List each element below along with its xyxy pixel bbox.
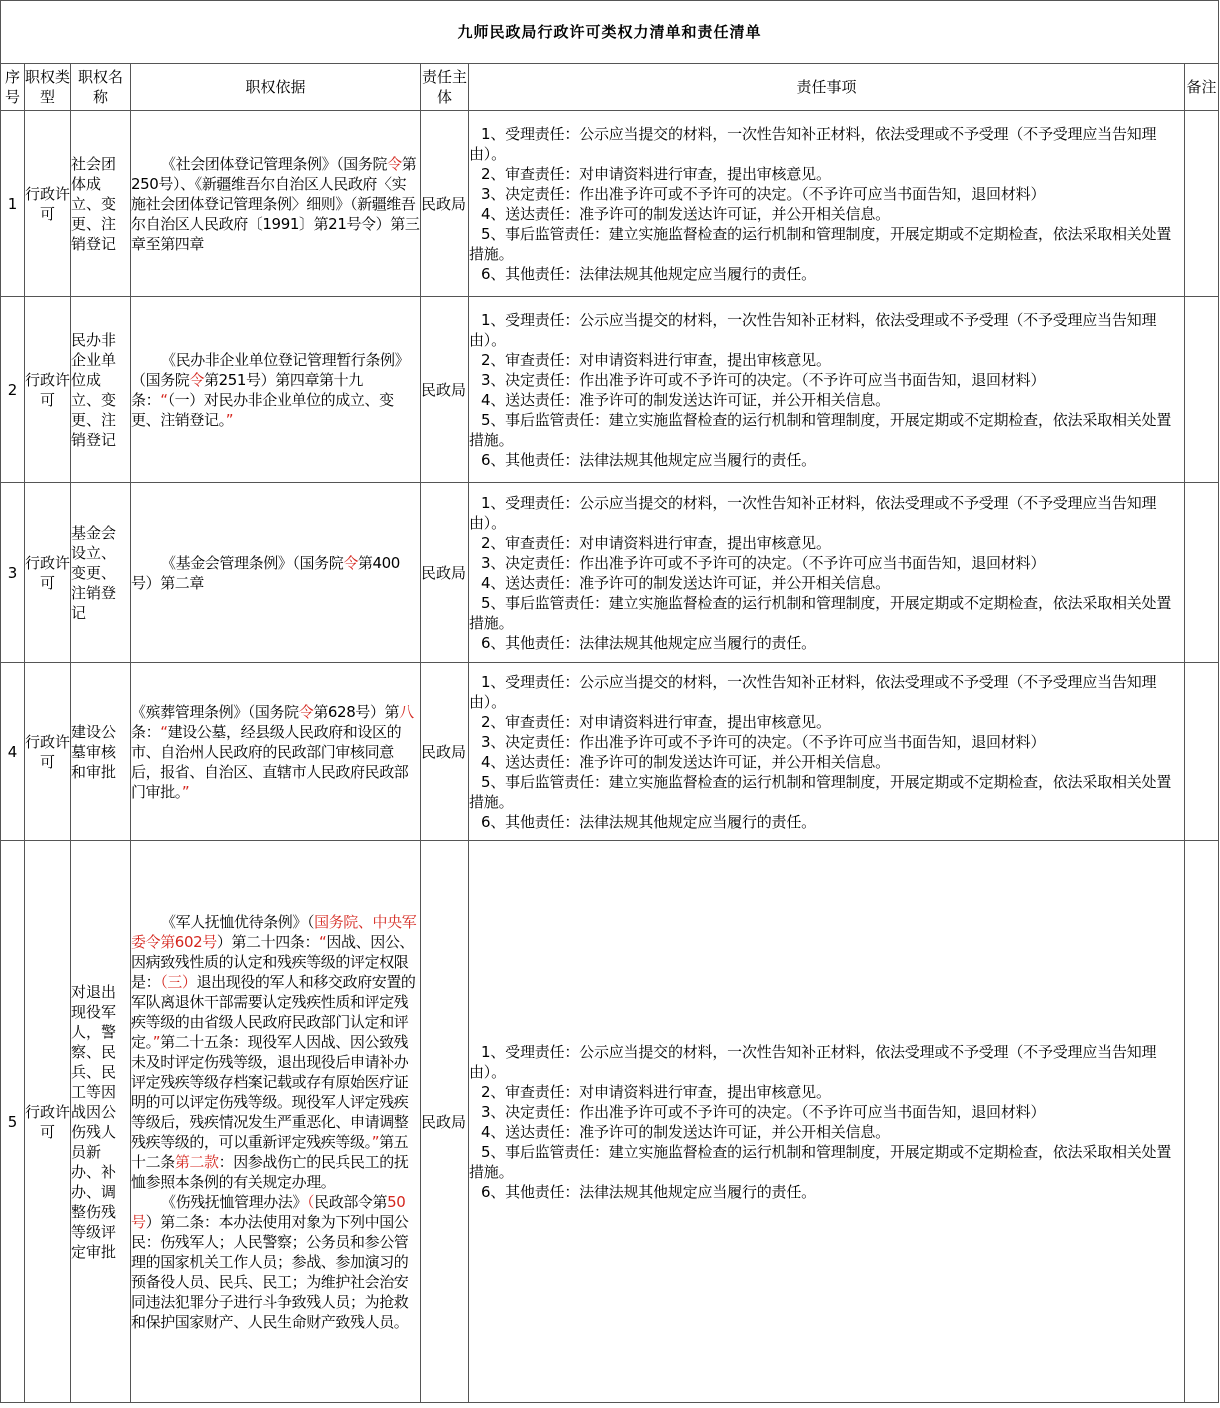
row-remarks (1185, 483, 1219, 663)
basis-text: （一）对民办非企业单位的成立、变更、注销登记。 (131, 390, 394, 429)
duty-text: 6、其他责任：法律法规其他规定应当履行的责任。 (481, 812, 816, 831)
duty-item (469, 1082, 1184, 1102)
row-type: 行政许可 (25, 841, 71, 1403)
basis-text: 第250号）、《新疆维吾尔自治区人民政府〈实施社会团体登记管理条例〉细则》（新疆维吾尔自治区人民政府〔1991〕第21号令）第三章至第四章 (131, 154, 420, 253)
duty-item (469, 633, 1184, 653)
duty-item (469, 390, 1184, 410)
header-name: 职权名称 (71, 64, 131, 111)
basis-text: 民政部令第 (314, 1192, 388, 1211)
row-basis (131, 663, 421, 841)
header-row (1, 64, 1219, 111)
basis-text: 令 (298, 702, 314, 721)
duty-item (469, 533, 1184, 553)
basis-paragraph (131, 553, 420, 593)
row-duties (469, 841, 1185, 1403)
duty-text: 5、事后监管责任：建立实施监督检查的运行机制和管理制度，开展定期或不定期检查，依法采取相关处置措施。 (469, 1142, 1172, 1181)
duty-text: 5、事后监管责任：建立实施监督检查的运行机制和管理制度，开展定期或不定期检查，依法采取相关处置措施。 (469, 772, 1172, 811)
table-row (1, 111, 1219, 297)
duty-text: 4、送达责任：准予许可的制发送达许可证，并公开相关信息。 (481, 752, 890, 771)
duty-text: 2、审查责任：对申请资料进行审查，提出审核意见。 (481, 533, 831, 552)
row-subject: 民政局 (421, 841, 469, 1403)
basis-text: 第二十五条：现役军人因战、因公致残未及时评定伤残等级，退出现役后申请补办评定残疾等级存档案记载或存有原始医疗证明的可以评定伤残等级。现役军人评定残疾等级后，残疾情况发生严重恶化、申请调整残疾等级的，可以重新评定残疾等级。 (131, 1032, 409, 1151)
duty-item (469, 573, 1184, 593)
duty-text: 3、决定责任：作出准予许可或不予许可的决定。（不予许可应当书面告知，退回材料） (481, 184, 1046, 203)
duty-item (469, 593, 1184, 633)
title-row (1, 1, 1219, 64)
duty-item (469, 1142, 1184, 1182)
duty-item (469, 410, 1184, 450)
duty-item (469, 1102, 1184, 1122)
basis-text: ）第二十四条： (216, 932, 320, 951)
basis-text: 退出现役的军人和移交政府安置的军队离退休干部需要认定残疾性质和评定残疾等级的由省级人民政府民政部门认定和评定。 (131, 972, 416, 1051)
duty-item (469, 370, 1184, 390)
duty-item (469, 672, 1184, 712)
basis-text: 八 (399, 702, 414, 721)
duty-item (469, 350, 1184, 370)
duty-item (469, 1122, 1184, 1142)
duty-text: 6、其他责任：法律法规其他规定应当履行的责任。 (481, 450, 816, 469)
duty-item (469, 224, 1184, 264)
duty-text: 4、送达责任：准予许可的制发送达许可证，并公开相关信息。 (481, 573, 890, 592)
duty-text: 1、受理责任：公示应当提交的材料，一次性告知补正材料，依法受理或不予受理（不予受理应当告知理由）。 (469, 672, 1157, 711)
row-seq: 3 (1, 483, 25, 663)
duty-item (469, 752, 1184, 772)
header-duties: 责任事项 (469, 64, 1185, 111)
table-row (1, 297, 1219, 483)
duty-text: 3、决定责任：作出准予许可或不予许可的决定。（不予许可应当书面告知，退回材料） (481, 370, 1046, 389)
duty-item (469, 264, 1184, 284)
duty-item (469, 553, 1184, 573)
duty-text: 1、受理责任：公示应当提交的材料，一次性告知补正材料，依法受理或不予受理（不予受理应当告知理由）。 (469, 493, 1157, 532)
header-seq: 序号 (1, 64, 25, 111)
duty-text: 1、受理责任：公示应当提交的材料，一次性告知补正材料，依法受理或不予受理（不予受理应当告知理由）。 (469, 310, 1157, 349)
basis-text: “ (319, 932, 327, 951)
header-remarks: 备注 (1185, 64, 1219, 111)
row-name: 民办非企业单位成立、变更、注销登记 (71, 297, 131, 483)
basis-text: 令 (189, 370, 205, 389)
duty-item (469, 772, 1184, 812)
row-basis (131, 111, 421, 297)
basis-text: 《军人抚恤优待条例》（ (161, 912, 315, 931)
row-name: 建设公墓审核和审批 (71, 663, 131, 841)
row-subject: 民政局 (421, 111, 469, 297)
duty-item (469, 164, 1184, 184)
row-subject: 民政局 (421, 663, 469, 841)
basis-text: 第二款 (174, 1152, 219, 1171)
header-basis: 职权依据 (131, 64, 421, 111)
duty-item (469, 204, 1184, 224)
basis-text: 建设公墓，经县级人民政府和设区的市、自治州人民政府的民政部门审核同意后，报省、自治区、直辖市人民政府民政部门审批。 (131, 722, 409, 801)
row-name: 对退出现役军人，警察、民兵、民工等因战因公伤残人员新办、补办、调整伤残等级评定审批 (71, 841, 131, 1403)
duty-text: 5、事后监管责任：建立实施监督检查的运行机制和管理制度，开展定期或不定期检查，依法采取相关处置措施。 (469, 224, 1172, 263)
duty-text: 2、审查责任：对申请资料进行审查，提出审核意见。 (481, 350, 831, 369)
basis-text: 《伤残抚恤管理办法》 (161, 1192, 308, 1211)
row-subject: 民政局 (421, 483, 469, 663)
row-basis (131, 297, 421, 483)
table-row (1, 841, 1219, 1403)
basis-text: ” (152, 1032, 161, 1051)
row-duties (469, 111, 1185, 297)
basis-paragraph (131, 154, 420, 254)
basis-text: 50号 (131, 1192, 406, 1231)
duty-item (469, 184, 1184, 204)
basis-text: ” (371, 1132, 380, 1151)
duty-text: 1、受理责任：公示应当提交的材料，一次性告知补正材料，依法受理或不予受理（不予受理应当告知理由）。 (469, 124, 1157, 163)
basis-text: 令 (343, 553, 358, 572)
basis-text: 因战、因公、因病致残性质的认定和残疾等级的评定权限是： (131, 932, 415, 991)
duty-text: 2、审查责任：对申请资料进行审查，提出审核意见。 (481, 1082, 831, 1101)
basis-text: 第五十二条 (131, 1132, 409, 1171)
duty-text: 5、事后监管责任：建立实施监督检查的运行机制和管理制度，开展定期或不定期检查，依法采取相关处置措施。 (469, 593, 1172, 632)
basis-text: 《社会团体登记管理条例》（国务院 (161, 154, 388, 173)
duty-item (469, 732, 1184, 752)
duty-text: 4、送达责任：准予许可的制发送达许可证，并公开相关信息。 (481, 390, 890, 409)
row-remarks (1185, 111, 1219, 297)
duty-item (469, 1042, 1184, 1082)
duty-text: 3、决定责任：作出准予许可或不予许可的决定。（不予许可应当书面告知，退回材料） (481, 553, 1046, 572)
basis-text: ” (225, 410, 234, 429)
basis-text: ）第二条：本办法使用对象为下列中国公民：伤残军人；人民警察；公务员和参公管理的国家机关工作人员；参战、参加演习的预备役人员、民兵、民工；为维护社会治安同违法犯罪分子进行斗争致残人员；为抢救和保护国家财产、人民生命财产致残人员。 (131, 1212, 409, 1331)
row-remarks (1185, 297, 1219, 483)
row-remarks (1185, 841, 1219, 1403)
duty-item (469, 812, 1184, 832)
header-type: 职权类型 (25, 64, 71, 111)
row-type: 行政许可 (25, 297, 71, 483)
row-seq: 4 (1, 663, 25, 841)
table-row (1, 663, 1219, 841)
basis-text: （ (307, 1192, 315, 1211)
duty-text: 5、事后监管责任：建立实施监督检查的运行机制和管理制度，开展定期或不定期检查，依法采取相关处置措施。 (469, 410, 1172, 449)
basis-text: “ (160, 722, 168, 741)
duty-text: 6、其他责任：法律法规其他规定应当履行的责任。 (481, 264, 816, 283)
row-seq: 5 (1, 841, 25, 1403)
basis-paragraph (131, 350, 420, 430)
duty-text: 4、送达责任：准予许可的制发送达许可证，并公开相关信息。 (481, 204, 890, 223)
duty-text: 2、审查责任：对申请资料进行审查，提出审核意见。 (481, 712, 831, 731)
row-type: 行政许可 (25, 111, 71, 297)
duty-text: 6、其他责任：法律法规其他规定应当履行的责任。 (481, 1182, 816, 1201)
duty-item (469, 124, 1184, 164)
row-basis (131, 483, 421, 663)
duty-item (469, 450, 1184, 470)
duty-text: 4、送达责任：准予许可的制发送达许可证，并公开相关信息。 (481, 1122, 890, 1141)
row-remarks (1185, 663, 1219, 841)
basis-text: “ (160, 390, 168, 409)
row-basis (131, 841, 421, 1403)
row-duties (469, 663, 1185, 841)
basis-text: 《基金会管理条例》（国务院 (161, 553, 344, 572)
duty-item (469, 310, 1184, 350)
duty-text: 3、决定责任：作出准予许可或不予许可的决定。（不予许可应当书面告知，退回材料） (481, 732, 1046, 751)
row-seq: 2 (1, 297, 25, 483)
duty-text: 2、审查责任：对申请资料进行审查，提出审核意见。 (481, 164, 831, 183)
basis-text: （三） (160, 972, 197, 991)
table-row (1, 483, 1219, 663)
basis-text: 第628号）第 (313, 702, 400, 721)
page-title: 九师民政局行政许可类权力清单和责任清单 (1, 1, 1219, 64)
duty-item (469, 712, 1184, 732)
basis-paragraph (131, 912, 420, 1192)
basis-text: 《民办非企业单位登记管理暂行条例》（国务院 (131, 350, 410, 389)
basis-text: 第251号）第四章第十九条： (131, 370, 363, 409)
row-duties (469, 297, 1185, 483)
duty-item (469, 493, 1184, 533)
row-subject: 民政局 (421, 297, 469, 483)
basis-text: 令 (387, 154, 402, 173)
row-seq: 1 (1, 111, 25, 297)
basis-text: 国务院、中央军委令第602号 (131, 912, 417, 951)
header-subject: 责任主体 (421, 64, 469, 111)
row-type: 行政许可 (25, 663, 71, 841)
basis-text: ：因参战伤亡的民兵民工的抚恤参照本条例的有关规定办理。 (131, 1152, 409, 1191)
duty-text: 3、决定责任：作出准予许可或不予许可的决定。（不予许可应当书面告知，退回材料） (481, 1102, 1046, 1121)
row-name: 社会团体成立、变更、注销登记 (71, 111, 131, 297)
basis-text: 条： (131, 722, 161, 741)
row-name: 基金会设立、变更、注销登记 (71, 483, 131, 663)
basis-paragraph (131, 702, 420, 802)
basis-text: 第400号）第二章 (131, 553, 400, 592)
duty-text: 6、其他责任：法律法规其他规定应当履行的责任。 (481, 633, 816, 652)
row-duties (469, 483, 1185, 663)
row-type: 行政许可 (25, 483, 71, 663)
duty-item (469, 1182, 1184, 1202)
basis-paragraph (131, 1192, 420, 1332)
duty-text: 1、受理责任：公示应当提交的材料，一次性告知补正材料，依法受理或不予受理（不予受理应当告知理由）。 (469, 1042, 1157, 1081)
basis-text: 《殡葬管理条例》（国务院 (131, 702, 299, 721)
basis-text: ” (181, 782, 190, 801)
